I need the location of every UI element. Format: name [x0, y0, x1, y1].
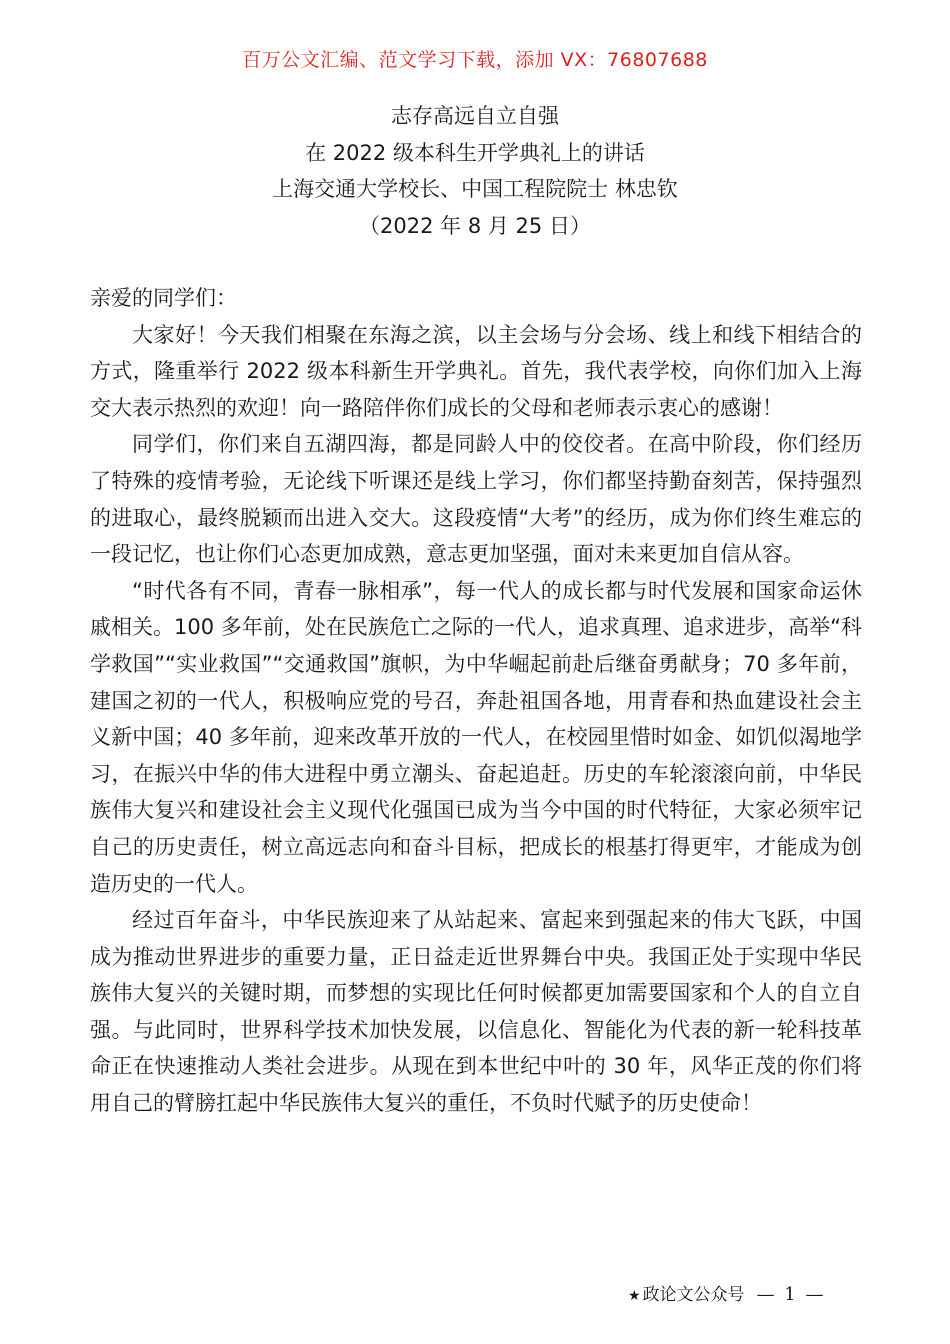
page-number: — 1 — — [756, 1284, 826, 1305]
star-icon: ★ — [628, 1288, 641, 1304]
page-footer — [628, 1282, 825, 1309]
document-title-block — [0, 98, 950, 244]
title-speaker: 上海交通大学校长、中国工程院院士 林忠钦 — [272, 177, 678, 201]
paragraph-1: 大家好！今天我们相聚在东海之滨，以主会场与分会场、线上和线下相结合的方式，隆重举行 2022 级本科新生开学典礼。首先，我代表学校，向你们加入上海交大表示热烈的欢迎！向一路陪伴你们成长的父母和老师表示衷心的感谢！ — [90, 322, 862, 420]
salutation: 亲爱的同学们： — [90, 286, 237, 310]
watermark-banner: 百万公文汇编、范文学习下载，添加 VX：76807688 — [242, 49, 708, 71]
paragraph-2: 同学们，你们来自五湖四海，都是同龄人中的佼佼者。在高中阶段，你们经历了特殊的疫情考验，无论线下听课还是线上学习，你们都坚持勤奋刻苦，保持强烈的进取心，最终脱颖而出进入交大。这段疫情“大考”的经历，成为你们终生难忘的一段记忆，也让你们心态更加成熟，意志更加坚强，面对未来更加自信从容。 — [90, 432, 862, 567]
title-main: 志存高远自立自强 — [391, 104, 559, 128]
paragraph-3: “时代各有不同，青春一脉相承”，每一代人的成长都与时代发展和国家命运休戚相关。100 多年前，处在民族危亡之际的一代人，追求真理、追求进步，高举“科学救国”“实业救国”“交通救国”旗帜，为中华崛起前赴后继奋勇献身；70 多年前，建国之初的一代人，积极响应党的号召，奔赴祖国各地，用青春和热血建设社会主义新中国；40 多年前，迎来改革开放的一代人，在校园里惜时如金、如饥似渴地学习，在振兴中华的伟大进程中勇立潮头、奋起追赶。历史的车轮滚滚向前，中华民族伟大复兴和建设社会主义现代化强国已成为当今中国的时代特征，大家必须牢记自己的历史责任，树立高远志向和奋斗目标，把成长的根基打得更牢，才能成为创造历史的一代人。 — [90, 578, 862, 896]
footer-source: 政论文公众号 — [642, 1285, 745, 1305]
title-occasion: 在 2022 级本科生开学典礼上的讲话 — [305, 140, 645, 165]
speech-body — [90, 280, 862, 1122]
title-date: （2022 年 8 月 25 日） — [359, 213, 591, 238]
paragraph-4: 经过百年奋斗，中华民族迎来了从站起来、富起来到强起来的伟大飞跃，中国成为推动世界进步的重要力量，正日益走近世界舞台中央。我国正处于实现中华民族伟大复兴的关键时期，而梦想的实现比任何时候都更加需要国家和个人的自立自强。与此同时，世界科学技术加快发展，以信息化、智能化为代表的新一轮科技革命正在快速推动人类社会进步。从现在到本世纪中叶的 30 年，风华正茂的你们将用自己的臂膀扛起中华民族伟大复兴的重任，不负时代赋予的历史使命！ — [90, 908, 862, 1116]
